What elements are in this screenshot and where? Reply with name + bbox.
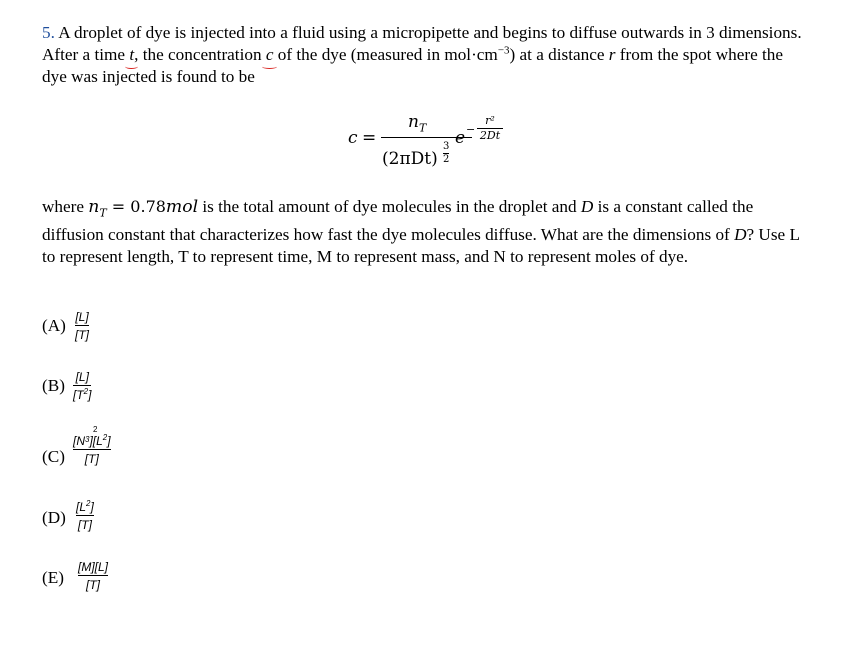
- where-text: ? Use L to represent length, T to represent time, M to represent mass, and N to represent moles of dye.: [42, 225, 800, 267]
- option-fraction: [76, 500, 94, 532]
- problem-text: , the concentration: [134, 45, 266, 64]
- power-bottom: 3: [85, 435, 90, 444]
- variable-r: r: [608, 45, 616, 64]
- problem-text: ) at a distance: [509, 45, 609, 64]
- exponent-denominator: 2Dt: [479, 129, 501, 142]
- nt-subscript: T: [99, 206, 107, 220]
- formula-exponential-base: e: [455, 128, 466, 148]
- option-label: (D): [42, 508, 66, 527]
- formula-lhs: c: [348, 128, 358, 148]
- denominator-power: [443, 142, 449, 165]
- num-part: ]: [90, 500, 94, 514]
- num-part: ][L: [89, 434, 103, 448]
- den-exponent: 2: [83, 387, 89, 396]
- exponent-minus: −: [466, 123, 476, 136]
- fraction-numerator: [76, 500, 94, 514]
- fraction-denominator: [73, 388, 91, 402]
- option-a[interactable]: [42, 310, 242, 356]
- nt-unit: mol: [165, 197, 199, 217]
- option-label: (E): [42, 568, 64, 587]
- option-fraction: [73, 370, 91, 402]
- option-fraction: [78, 560, 108, 592]
- power-top: 2: [93, 425, 98, 434]
- unit-exponent: −3: [497, 44, 510, 57]
- nt-value: = 0.78: [106, 197, 166, 216]
- power-numerator: 3: [443, 141, 450, 152]
- variable-D: D: [734, 225, 747, 245]
- fraction-numerator: [M][L]: [78, 560, 109, 574]
- numerator-n: n: [408, 112, 419, 132]
- where-text: is a constant called the diffusion constant that characterizes how fast the dye molecules diffuse. What are the dimensions of: [42, 197, 754, 245]
- fraction-numerator: [L]: [75, 310, 89, 324]
- den-part: ]: [88, 388, 92, 402]
- denominator-text: (2πDt): [382, 149, 438, 169]
- power-denominator: 2: [443, 154, 450, 165]
- problem-number: 5.: [42, 23, 55, 42]
- fraction-denominator: [T]: [86, 578, 100, 592]
- nt-n: n: [88, 197, 100, 217]
- num-part: [N: [73, 434, 85, 448]
- fraction-numerator: [L]: [75, 370, 89, 384]
- option-d[interactable]: [42, 500, 242, 546]
- option-b[interactable]: [42, 370, 242, 416]
- variable-D: D: [580, 197, 594, 216]
- fraction-denominator: [T]: [84, 452, 99, 466]
- option-fraction: [75, 310, 89, 342]
- problem-statement: [42, 22, 812, 88]
- num-exponent: 2: [86, 499, 91, 508]
- num-exponent: 2: [102, 433, 108, 442]
- exponent-numerator: r²: [485, 114, 495, 127]
- formula-numerator: [408, 112, 426, 134]
- option-c[interactable]: [42, 426, 242, 472]
- num-part: [L: [76, 500, 87, 514]
- problem-text: from the spot where the dye was injected is found to be: [42, 45, 784, 86]
- variable-c: c: [265, 45, 274, 64]
- where-text: is the total amount of dye molecules in the droplet and: [198, 197, 581, 216]
- where-text: where: [42, 197, 89, 216]
- numerator-subscript: T: [418, 121, 427, 135]
- option-e[interactable]: [42, 560, 242, 606]
- definition-paragraph: [42, 196, 812, 268]
- problem-text: of the dye (measured in mol·cm: [273, 45, 498, 64]
- den-part: [T: [73, 388, 84, 402]
- num-part: ]: [107, 434, 111, 448]
- option-fraction: [73, 426, 111, 466]
- concentration-formula: [348, 108, 518, 178]
- formula-denominator: [382, 141, 450, 169]
- option-label: (C): [42, 447, 65, 466]
- problem-text: A droplet of dye is injected into a fluid using a micropipette and begins to diffuse outwards in 3 dimensions. After a time: [42, 23, 802, 64]
- fraction-denominator: [T]: [75, 328, 89, 342]
- option-label: (A): [42, 316, 66, 335]
- option-label: (B): [42, 376, 65, 395]
- nt-symbol: [88, 197, 107, 220]
- fraction-denominator: [T]: [77, 518, 92, 532]
- formula-equals: =: [362, 128, 377, 148]
- fraction-numerator: [73, 434, 111, 448]
- variable-t: t: [129, 45, 135, 64]
